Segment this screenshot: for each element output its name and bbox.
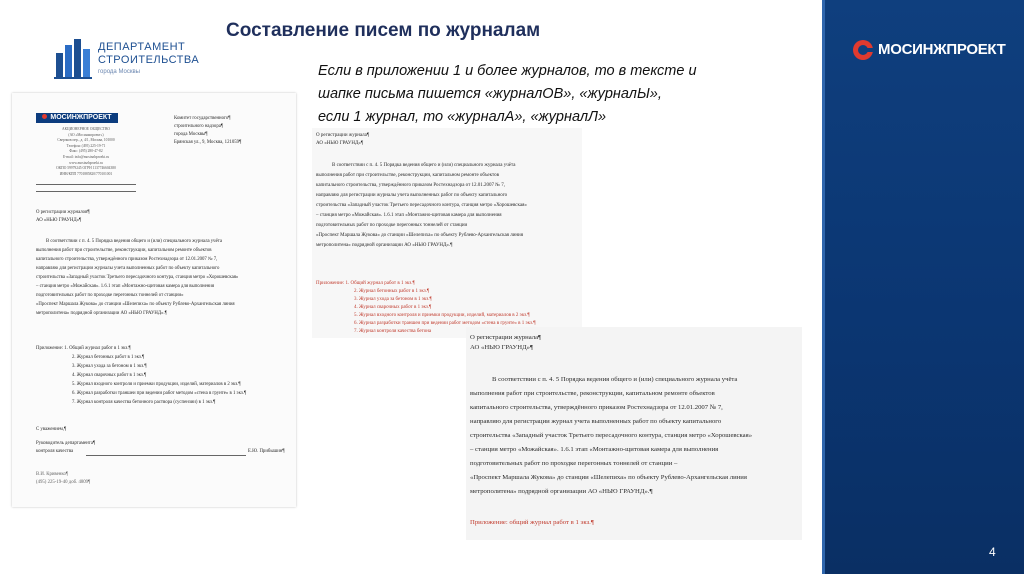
- addressee-line: города Москвы¶: [174, 132, 208, 137]
- requisite-line: E-mail: info@mosinzhproekt.ru: [62, 154, 110, 159]
- requisite-line: Факс: (495) 280-47-82: [69, 149, 103, 154]
- appendix-item: 6. Журнал разработки траншеи при ведении работ методом «стена в грунте» в 1 экз.¶: [354, 321, 536, 326]
- body-line: метрополитена» подрядной организации АО «НЬЮ ГРАУНД».¶: [316, 243, 453, 248]
- body-line: метрополитена» подрядной организации АО «НЬЮ ГРАУНД».¶: [470, 488, 653, 495]
- body-line: направляю для регистрации журналы учета выполненных работ по объекту капитального: [36, 266, 220, 271]
- appendix-item: 2. Журнал бетонных работ в 1 экз.¶: [72, 355, 145, 360]
- subject-line: О регистрации журнала¶: [316, 133, 370, 138]
- subject-line: АО «НЬЮ ГРАУНД»¶: [316, 141, 364, 146]
- letter-multiple-journals: [12, 93, 296, 507]
- body-line: – станция метро «Можайская». 1.6.1 этап «Монтажно-щитовая камера для выполнения: [316, 213, 502, 218]
- subject-line: АО «НЬЮ ГРАУНД»¶: [36, 218, 82, 223]
- body-line: капитального строительства, утверждённого приказом Ростехнадзора от 12.01.2007 № 7,: [316, 183, 506, 188]
- sidebar-edge: [822, 0, 825, 574]
- body-line: капитального строительства, утверждённого приказом Ростехнадзора от 12.01.2007 № 7,: [470, 404, 723, 411]
- subject-line: О регистрации журнала¶: [470, 334, 542, 341]
- body-line: подготовительных работ по проходке перегонных тоннелей от станции»: [36, 293, 184, 298]
- body-line: В соответствии с п. 4. 5 Порядка ведения общего и (или) специального журнала учёта: [46, 239, 223, 244]
- brand-mark-icon: [852, 39, 874, 61]
- department-logo-line3: города Москвы: [98, 69, 140, 75]
- body-line: «Проспект Маршала Жукова» до станции «Шелепиха» по объекту Рублево-Архангельская линия: [36, 302, 235, 307]
- body-line: «Проспект Маршала Жукова» до станции «Шелепиха» по объекту Рублево-Архангельская линия: [470, 474, 747, 481]
- signer-name: Е.Ю. Прибышин¶: [248, 449, 285, 454]
- body-line: строительства «Западный участок Третьего пересадочного контура, станция метро «Хорошевская»: [470, 432, 753, 439]
- requisite-line: ИНН/КПП 7701885820/770101001: [59, 171, 113, 176]
- requisite-line: (АО «Мосинжпроект»): [68, 132, 104, 137]
- body-line: подготовительных работ по проходке перегонных тоннелей от станции: [316, 223, 468, 228]
- requisite-line: АКЦИОНЕРНОЕ ОБЩЕСТВО: [62, 127, 110, 131]
- body-line: выполнения работ при строительстве, реконструкции, капитальном ремонте объектов: [470, 390, 715, 397]
- requisite-line: www.mosinzhproekt.ru: [69, 160, 103, 165]
- appendix-title: Приложение: общий журнал работ в 1 экз.¶: [470, 519, 594, 526]
- body-line: – станция метро «Можайская». 1.6.1 этап «Монтажно-щитовая камера для выполнения: [36, 284, 215, 289]
- signer-title-line: контроля качества: [36, 449, 74, 454]
- brand-sidebar: [822, 0, 1024, 574]
- date-number-line: [36, 184, 136, 185]
- letter-fragment-single: [466, 327, 802, 540]
- body-line: – станция метро «Можайская». 1.6.1 этап «Монтажно-щитовая камера для выполнения: [470, 446, 719, 453]
- letter-logo: МОСИНЖПРОЕКТ: [36, 113, 118, 123]
- body-line: капитального строительства, утверждённого приказом Ростехнадзора от 12.01.2007 № 7,: [36, 257, 218, 262]
- body-line: «Проспект Маршала Жукова» до станции «Шелепиха» по объекту Рублево-Архангельская линия: [316, 233, 524, 238]
- brand-logo: [852, 39, 1006, 63]
- addressee-line: строительного надзора¶: [174, 124, 224, 129]
- body-line: метрополитена» подрядной организации АО «НЬЮ ГРАУНД».¶: [36, 311, 167, 316]
- department-emblem-icon: [54, 37, 92, 81]
- body-line: В соответствии с п. 4. 5 Порядка ведения общего и (или) специального журнала учёта: [492, 376, 738, 383]
- body-line: строительства «Западный участок Третьего пересадочного контура, станция метро «Хорошевская»: [36, 275, 239, 280]
- appendix-item: 4. Журнал сварочных работ в 1 экз.¶: [354, 305, 432, 310]
- closing-line: С уважением,¶: [36, 427, 67, 432]
- appendix-item: 2. Журнал бетонных работ в 1 экз.¶: [354, 289, 430, 294]
- signature-line: [86, 455, 246, 456]
- requisite-line: Телефон: (495) 225-19-71: [66, 143, 106, 148]
- requisite-line: ОКПО 59979245 ОГРН 1137746604380: [56, 166, 116, 171]
- body-line: строительства «Западный участок Третьего пересадочного контура, станция метро «Хорошевская»: [316, 203, 527, 208]
- letter-fragment-multiple: [312, 128, 582, 338]
- company-requisites: [36, 127, 136, 177]
- body-line: направляю для регистрации журнал учета выполненных работ по объекту капитального: [470, 418, 722, 425]
- body-line: выполнения работ при строительстве, реконструкции, капитальном ремонте объектов: [316, 173, 499, 178]
- department-logo-line1: ДЕПАРТАМЕНТ: [98, 41, 186, 53]
- body-line: В соответствии с п. 4. 5 Порядка ведения общего и (или) специального журнала учёта: [332, 163, 516, 168]
- slide-title: Составление писем по журналам: [226, 20, 541, 41]
- appendix-item: 4. Журнал сварочных работ в 1 экз.¶: [72, 373, 147, 378]
- body-line: подготовительных работ по проходке перегонных тоннелей от станции –: [470, 460, 678, 467]
- appendix-title: Приложение: 1. Общий журнал работ в 1 экз.¶: [36, 346, 131, 351]
- body-line: направляю для регистрации журналы учета выполненных работ по объекту капитального: [316, 193, 508, 198]
- subject-line: О регистрации журналов¶: [36, 210, 90, 215]
- note-line: шапке письма пишется «журналОВ», «журналЫ»,: [318, 86, 662, 102]
- appendix-item: 6. Журнал разработки траншеи при ведении работ методом «стена в грунте» в 1 экз.¶: [72, 391, 247, 396]
- addressee-line: Брянская ул., 9, Москва, 121059¶: [174, 140, 242, 145]
- requisite-line: Сверчков пер., д. 4/1, Москва, 101000: [57, 138, 115, 143]
- reference-line: [36, 191, 136, 192]
- appendix-item: 7. Журнал контроля качества бетона: [354, 329, 432, 334]
- note-line: Если в приложении 1 и более журналов, то в тексте и: [318, 63, 697, 79]
- instruction-note: [318, 60, 788, 129]
- appendix-item: 3. Журнал ухода за бетоном в 1 экз.¶: [354, 297, 432, 302]
- note-line: если 1 журнал, то «журналА», «журналЛ»: [318, 109, 607, 125]
- department-logo-line2: СТРОИТЕЛЬСТВА: [98, 54, 200, 66]
- subject-line: АО «НЬЮ ГРАУНД»¶: [470, 344, 534, 351]
- signer-title-line: Руководитель департамента¶: [36, 441, 96, 446]
- footer-line: (495) 225-19-40 доб. 4809¶: [36, 480, 91, 485]
- page-number: 4: [989, 545, 996, 559]
- brand-name: МОСИНЖПРОЕКТ: [878, 41, 1006, 58]
- addressee-line: Комитет государственного¶: [174, 116, 231, 121]
- footer-line: В.И. Кривенко¶: [36, 472, 69, 477]
- appendix-item: 3. Журнал ухода за бетоном в 1 экз.¶: [72, 364, 147, 369]
- body-line: выполнения работ при строительстве, реконструкции, капитальном ремонте объектов: [36, 248, 212, 253]
- appendix-item: 7. Журнал контроля качества бетонного раствора (суспензии) в 1 экз.¶: [72, 400, 216, 405]
- department-logo: [54, 37, 200, 85]
- appendix-item: 5. Журнал входного контроля и приемки продукции, изделий, материалов в 2 экз.¶: [354, 313, 530, 318]
- appendix-item: 5. Журнал входного контроля и приемки продукции, изделий, материалов в 2 экз.¶: [72, 382, 241, 387]
- appendix-title: Приложение: 1. Общий журнал работ в 1 экз.¶: [316, 281, 415, 286]
